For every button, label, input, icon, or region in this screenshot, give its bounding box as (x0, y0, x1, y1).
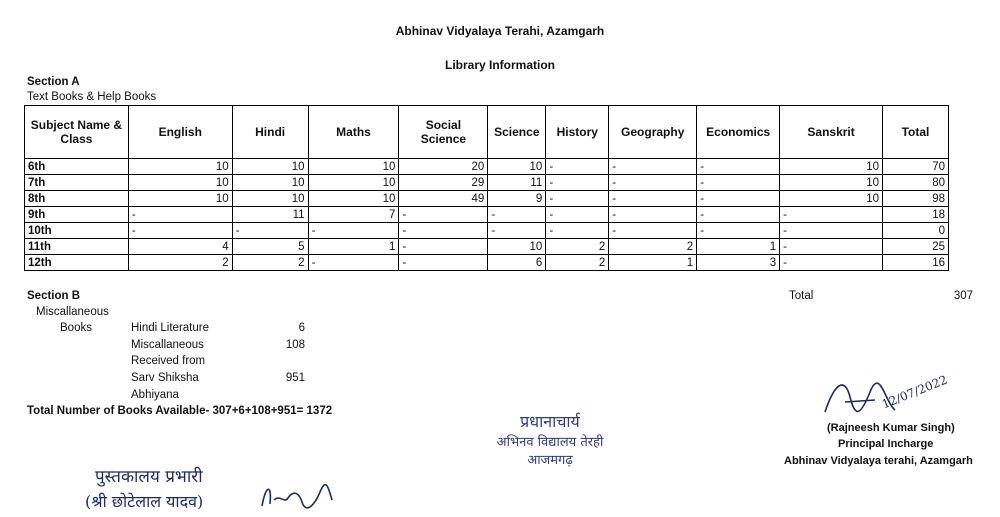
table-cell: - (780, 207, 883, 223)
table-cell: - (697, 207, 780, 223)
table-cell: 0 (883, 223, 949, 239)
table-row (25, 207, 949, 223)
table-cell: - (308, 223, 399, 239)
table-header-row (25, 106, 949, 159)
table-cell: - (780, 255, 883, 271)
table-cell: - (399, 207, 488, 223)
table-cell: 10 (128, 191, 232, 207)
grand-total: Total Number of Books Available- 307+6+108+951= 1372 (27, 405, 333, 417)
table-cell: - (609, 191, 697, 207)
table-cell: 10 (308, 159, 399, 175)
table-row (25, 191, 949, 207)
school-name: Abhinav Vidyalaya Terahi, Azamgarh (395, 24, 605, 38)
table-cell: 10 (780, 191, 883, 207)
table-cell: 2 (609, 239, 697, 255)
table-cell: - (399, 255, 488, 271)
seal-line3: आजमगढ़ (527, 453, 573, 468)
column-header: History (546, 106, 609, 159)
table-cell: 7 (308, 207, 399, 223)
seal-line1: प्रधानाचार्य (520, 412, 580, 431)
column-header: Total (883, 106, 949, 159)
table-cell: - (697, 191, 780, 207)
total-value: 307 (953, 290, 973, 302)
column-header: Hindi (232, 106, 308, 159)
column-header: English (128, 106, 232, 159)
misc-item-value: 6 (298, 322, 305, 334)
table-row (25, 223, 949, 239)
table-cell: - (609, 175, 697, 191)
principal-seal (470, 410, 630, 468)
table-cell: 10 (128, 159, 232, 175)
table-cell: 29 (399, 175, 488, 191)
page-title: Library Information (444, 58, 555, 72)
signatory-post: Principal Incharge (838, 438, 934, 450)
table-cell: - (399, 223, 488, 239)
table-cell: - (488, 207, 546, 223)
table-cell: - (697, 159, 780, 175)
table-cell: 10 (308, 191, 399, 207)
table-cell: - (609, 223, 697, 239)
table-cell: 10 (488, 239, 546, 255)
table-cell: - (780, 239, 883, 255)
table-cell: - (308, 255, 399, 271)
table-cell: - (232, 223, 308, 239)
table-cell: - (546, 175, 609, 191)
table-cell: - (546, 207, 609, 223)
class-cell: 8th (25, 191, 129, 207)
table-cell: 10 (780, 159, 883, 175)
table-cell: - (609, 159, 697, 175)
signature-date: 12/07/2022 (879, 372, 950, 412)
table-cell: - (697, 223, 780, 239)
table-cell: - (780, 223, 883, 239)
misc-item-value: 108 (285, 339, 305, 351)
table-cell: 20 (399, 159, 488, 175)
section-b-title: Section B (27, 290, 81, 302)
misc-item-value: 951 (285, 372, 305, 384)
misc-item-label: Sarv Shiksha (131, 372, 199, 384)
table-cell: 16 (883, 255, 949, 271)
column-header: Social Science (399, 106, 488, 159)
table-cell: - (128, 207, 232, 223)
librarian-signature (258, 480, 348, 512)
column-header: Science (488, 106, 546, 159)
table-cell: 3 (697, 255, 780, 271)
table-cell: 10 (780, 175, 883, 191)
table-cell: 18 (883, 207, 949, 223)
table-cell: - (128, 223, 232, 239)
table-cell: - (609, 207, 697, 223)
table-cell: 4 (128, 239, 232, 255)
table-cell: 10 (232, 175, 308, 191)
table-cell: 10 (308, 175, 399, 191)
section-b-line1: Miscallaneous (36, 306, 109, 318)
class-cell: 7th (25, 175, 129, 191)
misc-item-label: Abhiyana (131, 389, 179, 401)
table-row (25, 255, 949, 271)
section-a-caption: Text Books & Help Books (27, 91, 157, 103)
class-cell: 10th (25, 223, 129, 239)
librarian-title: पुस्तकालय प्रभारी (95, 467, 203, 487)
table-cell: 1 (308, 239, 399, 255)
table-cell: 10 (232, 159, 308, 175)
table-cell: - (546, 159, 609, 175)
signatory-org: Abhinav Vidyalaya terahi, Azamgarh (784, 455, 973, 467)
total-label: Total (789, 290, 814, 302)
signatory-name: (Rajneesh Kumar Singh) (827, 422, 955, 434)
misc-item-label: Received from (131, 355, 206, 367)
class-cell: 12th (25, 255, 129, 271)
column-header: Sanskrit (780, 106, 883, 159)
table-cell: - (399, 239, 488, 255)
seal-line2: अभिनव विद्यालय तेरही (496, 435, 604, 450)
table-row (25, 159, 949, 175)
table-cell: 9 (488, 191, 546, 207)
misc-item-label: Hindi Literature (131, 322, 209, 334)
table-cell: 49 (399, 191, 488, 207)
table-cell: 25 (883, 239, 949, 255)
table-cell: 10 (232, 191, 308, 207)
library-table (24, 105, 949, 271)
table-cell: 1 (697, 239, 780, 255)
table-cell: - (546, 191, 609, 207)
table-cell: 1 (609, 255, 697, 271)
table-cell: - (697, 175, 780, 191)
table-cell: - (546, 223, 609, 239)
section-a-title: Section A (27, 76, 80, 88)
column-header-subject: Subject Name & Class (25, 106, 129, 159)
table-cell: 2 (546, 255, 609, 271)
table-cell: 2 (128, 255, 232, 271)
table-cell: 80 (883, 175, 949, 191)
table-cell: 2 (232, 255, 308, 271)
column-header: Maths (308, 106, 399, 159)
table-cell: - (488, 223, 546, 239)
table-cell: 10 (128, 175, 232, 191)
class-cell: 11th (25, 239, 129, 255)
table-row (25, 239, 949, 255)
table-row (25, 175, 949, 191)
librarian-name: (श्री छोटेलाल यादव) (85, 492, 204, 511)
table-cell: 98 (883, 191, 949, 207)
table-cell: 2 (546, 239, 609, 255)
class-cell: 9th (25, 207, 129, 223)
column-header: Economics (697, 106, 780, 159)
column-header: Geography (609, 106, 697, 159)
table-cell: 6 (488, 255, 546, 271)
table-cell: 11 (488, 175, 546, 191)
class-cell: 6th (25, 159, 129, 175)
section-b-line2: Books (60, 322, 92, 334)
table-cell: 11 (232, 207, 308, 223)
table-cell: 70 (883, 159, 949, 175)
misc-item-label: Miscallaneous (131, 339, 204, 351)
table-cell: 10 (488, 159, 546, 175)
table-cell: 5 (232, 239, 308, 255)
